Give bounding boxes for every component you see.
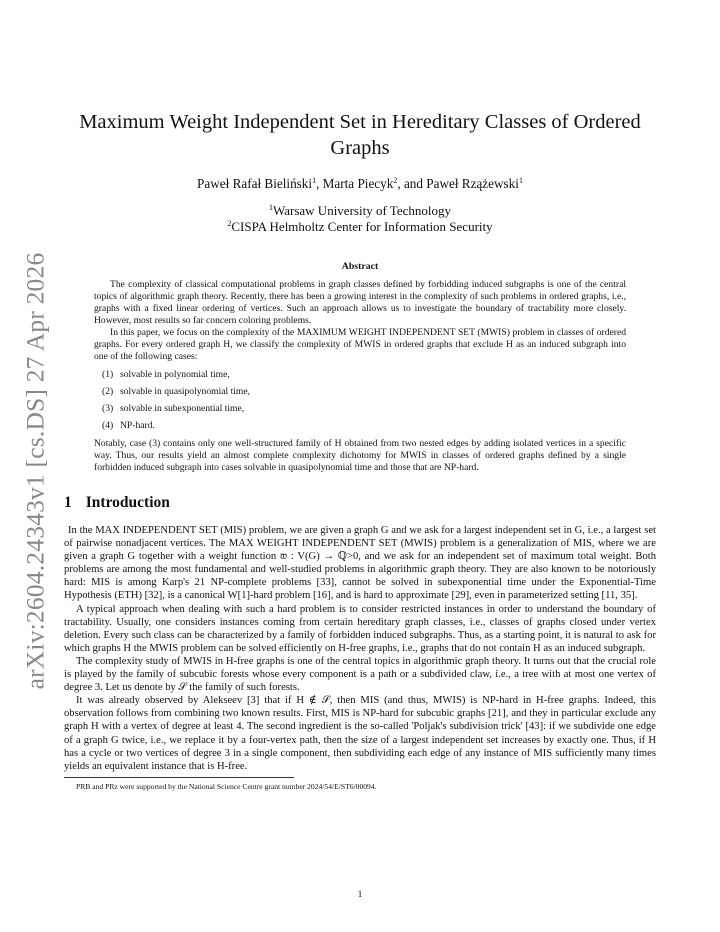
- paper-title: Maximum Weight Independent Set in Hereditary Classes of Ordered Graphs: [79, 111, 641, 159]
- arxiv-identifier: arXiv:2604.24343v1 [cs.DS] 27 Apr 2026: [20, 252, 50, 690]
- author-name: Paweł Rafał Bieliński: [197, 176, 313, 191]
- affiliation-list: [64, 203, 656, 235]
- case-text: solvable in polynomial time,: [120, 369, 230, 380]
- arxiv-sidebar: [12, 252, 58, 690]
- case-number: (4): [102, 420, 114, 431]
- case-item: [102, 369, 626, 381]
- section-number: 1: [64, 494, 72, 511]
- footnote: PRB and PRz were supported by the National Science Centre grant number 2024/54/E/ST6/00094.: [76, 781, 377, 791]
- case-item: [102, 386, 626, 398]
- footnote-divider: [64, 777, 294, 778]
- body-paragraph: In the MAX INDEPENDENT SET (MIS) problem, we are given a graph G and we ask for a largest independent set in G, i.e., a largest set of pairwise nonadjacent vertices. The MAX WEIGHT INDEPENDENT SET (MWIS) problem is a generalization of MIS, where we are given a graph G together with a weight function 𝔴 : V(G) → ℚ>0, and we ask for an independent set of maximum total weight. Both problems are among the most fundamental and well-studied problems in algorithmic graph theory. They are also known to be notoriously hard: MIS is among Karp's 21 NP-complete problems [33], cannot be solved in subexponential time under the Exponential-Time Hypothesis (ETH) [32], is a canonical W[1]-hard problem [16], and is hard to approximate [29], even in parameterized setting [11, 35].: [64, 525, 656, 602]
- body-paragraph: The complexity study of MWIS in H-free graphs is one of the central topics in algorithmic graph theory. It turns out that the crucial role is played by the family of subcubic forests whose every component is a path or a subdivided claw, i.e., a tree with at most one vertex of degree 3. Let us denote by 𝒮 the family of such forests.: [64, 655, 656, 694]
- author-separator: ,: [316, 176, 323, 191]
- affiliation-name: Warsaw University of Technology: [273, 203, 451, 218]
- author-name: Paweł Rzążewski: [426, 176, 519, 191]
- affiliation-mark: 2: [393, 176, 398, 185]
- affiliation-mark: 1: [269, 203, 274, 212]
- page-number: 1: [357, 890, 363, 900]
- affiliation-name: CISPA Helmholtz Center for Information Security: [231, 219, 493, 234]
- author-separator: , and: [397, 176, 427, 191]
- case-number: (2): [102, 386, 114, 397]
- paper-page: [64, 0, 656, 900]
- author-list: [64, 175, 656, 192]
- affiliation-mark: 1: [312, 176, 317, 185]
- section-body: [64, 524, 656, 773]
- case-text: solvable in subexponential time,: [120, 403, 245, 414]
- case-item: [102, 403, 626, 415]
- affiliation-mark: 2: [227, 219, 232, 228]
- case-text: solvable in quasipolynomial time,: [120, 386, 251, 397]
- section-title: Introduction: [85, 494, 170, 511]
- abstract-paragraph: Notably, case (3) contains only one well-structured family of H obtained from two nested edges by adding isolated vertices in a specific way. Thus, our results yield an almost complete complexity dichotomy for MWIS in classes of ordered graphs defined by a single forbidden induced subgraph into cases solvable in quasipolynomial time and those that are NP-hard.: [94, 438, 626, 473]
- affiliation-mark: 1: [518, 176, 523, 185]
- case-number: (1): [102, 369, 114, 380]
- abstract-paragraph: The complexity of classical computational problems in graph classes defined by forbidding induced subgraphs is one of the central topics of algorithmic graph theory. Recently, there has been a growing interest in the complexity of such problems in ordered graphs, i.e., graphs with a fixed linear ordering of vertices. Such an approach allows us to investigate the boundary of tractability more closely. However, most results so far concern coloring problems.: [94, 279, 626, 326]
- abstract-paragraph: In this paper, we focus on the complexity of the MAXIMUM WEIGHT INDEPENDENT SET (MWIS) problem in classes of ordered graphs. For every ordered graph H, we classify the complexity of MWIS in ordered graphs that exclude H as an induced subgraph into one of the following cases:: [94, 327, 626, 362]
- case-item: [102, 420, 626, 432]
- case-number: (3): [102, 403, 114, 414]
- section-heading: [64, 494, 656, 512]
- case-text: NP-hard.: [120, 420, 155, 431]
- author-name: Marta Piecyk: [322, 176, 394, 191]
- affiliation: [64, 203, 656, 219]
- affiliation: [64, 219, 656, 235]
- abstract: [94, 261, 626, 474]
- abstract-heading: Abstract: [341, 261, 379, 272]
- body-paragraph: It was already observed by Alekseev [3] that if H ∉ 𝒮, then MIS (and thus, MWIS) is NP-hard in H-free graphs. Indeed, this observation follows from combining two known results. First, MIS is NP-hard for subcubic graphs [21], and they in particular exclude any graph H with a vertex of degree at least 4. The second ingredient is the so-called 'Poljak's subdivision trick' [43]: if we subdivide one edge of a graph G twice, i.e., we replace it by a four-vertex path, then the size of a largest independent set increases by exactly one. Thus, if H has a cycle or two vertices of degree 3 in a single component, then subdividing each edge of any instance of MIS sufficiently many times yields an equivalent instance that is H-free.: [64, 695, 656, 772]
- body-paragraph: A typical approach when dealing with such a hard problem is to consider restricted instances in order to understand the boundary of tractability. Usually, one considers instances coming from certain hereditary graph classes, i.e., classes of graphs closed under vertex deletion. Every such class can be characterized by a family of forbidden induced subgraphs. Thus, as a starting point, it is natural to ask for which graphs H the MWIS problem can be solved efficiently on H-free graphs, i.e., graphs that do not contain H as an induced subgraph.: [64, 603, 656, 654]
- case-list: [94, 369, 626, 432]
